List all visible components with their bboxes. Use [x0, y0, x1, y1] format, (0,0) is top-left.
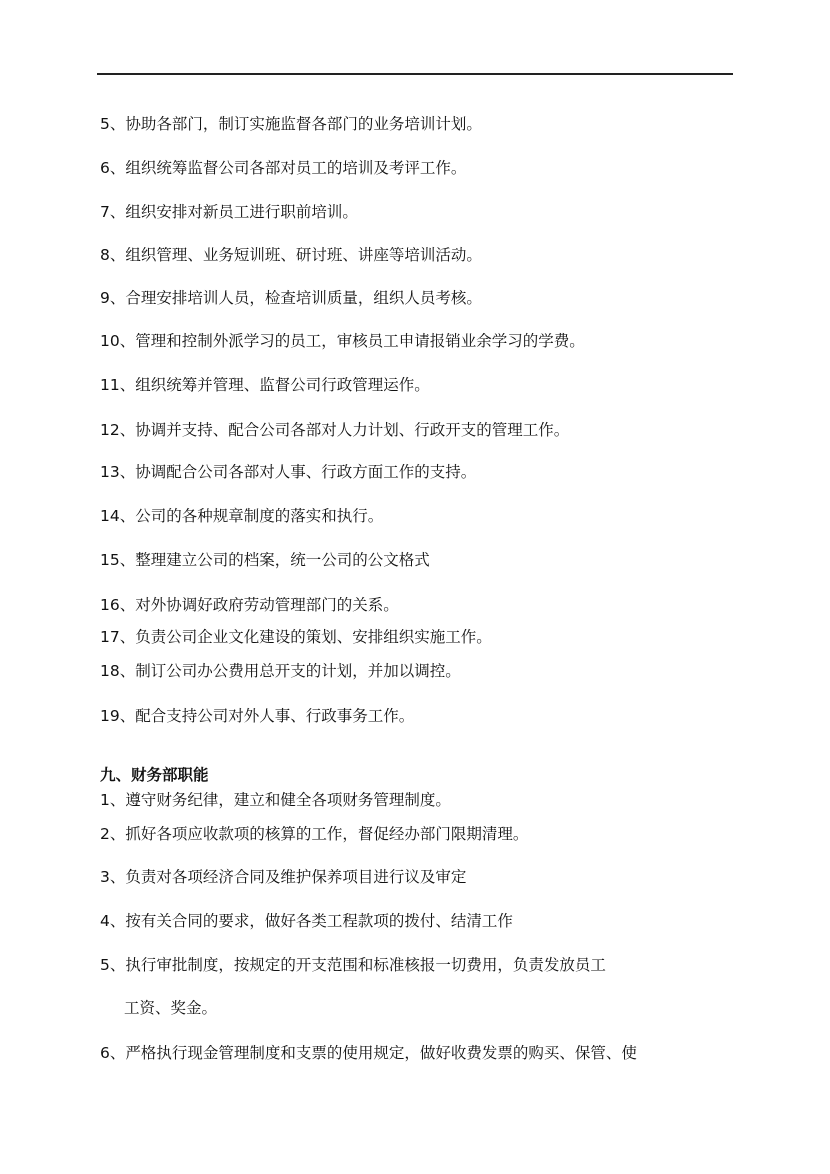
list-item: 7、组织安排对新员工进行职前培训。	[100, 203, 358, 221]
list-item-continuation: 工资、奖金。	[124, 999, 218, 1017]
list-item: 15、整理建立公司的档案，统一公司的公文格式	[100, 551, 430, 569]
list-item: 5、协助各部门，制订实施监督各部门的业务培训计划。	[100, 115, 482, 133]
list-item: 1、遵守财务纪律，建立和健全各项财务管理制度。	[100, 791, 451, 809]
list-item: 3、负责对各项经济合同及维护保养项目进行议及审定	[100, 868, 467, 886]
list-item: 19、配合支持公司对外人事、行政事务工作。	[100, 707, 415, 725]
list-item: 17、负责公司企业文化建设的策划、安排组织实施工作。	[100, 628, 492, 646]
list-item: 6、组织统筹监督公司各部对员工的培训及考评工作。	[100, 159, 467, 177]
list-item: 12、协调并支持、配合公司各部对人力计划、行政开支的管理工作。	[100, 421, 570, 439]
section-heading: 九、财务部职能	[100, 766, 209, 784]
list-item: 6、严格执行现金管理制度和支票的使用规定，做好收费发票的购买、保管、使	[100, 1044, 637, 1062]
list-item: 13、协调配合公司各部对人事、行政方面工作的支持。	[100, 463, 477, 481]
list-item: 5、执行审批制度，按规定的开支范围和标准核报一切费用，负责发放员工	[100, 956, 606, 974]
header-rule	[97, 73, 733, 75]
list-item: 14、公司的各种规章制度的落实和执行。	[100, 507, 384, 525]
list-item: 2、抓好各项应收款项的核算的工作，督促经办部门限期清理。	[100, 825, 529, 843]
list-item: 18、制订公司办公费用总开支的计划，并加以调控。	[100, 662, 461, 680]
list-item: 8、组织管理、业务短训班、研讨班、讲座等培训活动。	[100, 246, 482, 264]
list-item: 4、按有关合同的要求，做好各类工程款项的拨付、结清工作	[100, 912, 513, 930]
list-item: 11、组织统筹并管理、监督公司行政管理运作。	[100, 376, 430, 394]
list-item: 9、合理安排培训人员，检查培训质量，组织人员考核。	[100, 289, 482, 307]
list-item: 16、对外协调好政府劳动管理部门的关系。	[100, 596, 399, 614]
list-item: 10、管理和控制外派学习的员工，审核员工申请报销业余学习的学费。	[100, 332, 585, 350]
